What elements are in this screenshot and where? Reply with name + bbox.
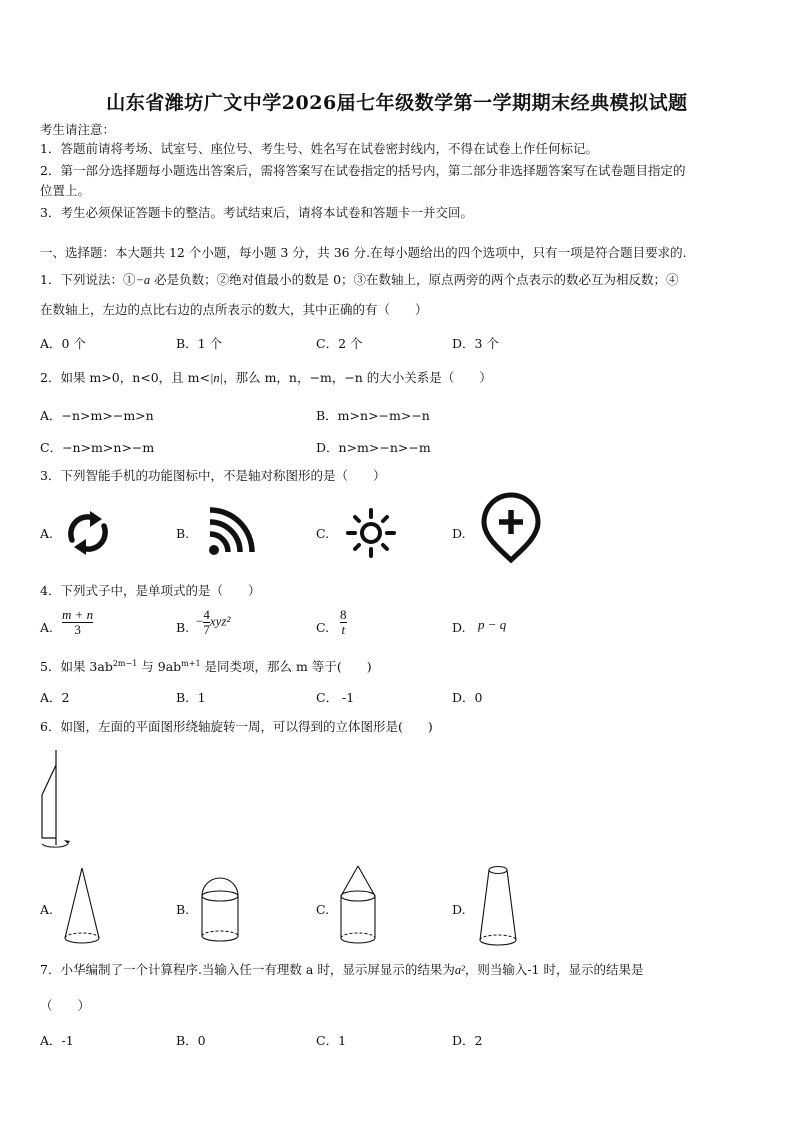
q2-text-a: 2．如果 m>0，n<0，且 m< xyxy=(40,370,210,385)
q6-option-d[interactable]: D. xyxy=(452,902,466,917)
q2-option-a[interactable]: A．−n>m>−m>n xyxy=(40,408,154,423)
q6-option-a[interactable]: A. xyxy=(40,902,54,917)
cylinder-with-hemisphere-figure xyxy=(198,874,242,944)
q2-abs-n: |n| xyxy=(209,371,224,385)
question-1-line-1 xyxy=(40,272,679,288)
question-3-stem: 3．下列智能手机的功能图标中，不是轴对称图形的是（ ） xyxy=(40,468,386,483)
q7-math: a² xyxy=(454,963,465,977)
q4-option-c-expr xyxy=(340,608,347,637)
q4-b-sign: − xyxy=(196,613,204,629)
q1-math: −a xyxy=(135,273,151,287)
q3-option-d[interactable]: D. xyxy=(452,526,466,541)
q4-option-d-expr: p − q xyxy=(478,617,507,632)
q6-option-b[interactable]: B. xyxy=(176,902,190,917)
q1-text-b: 必是负数；②绝对值最小的数是 0；③在数轴上，原点两旁的两个点表示的数必互为相反数；④ xyxy=(150,272,679,287)
q5-text-b: 与 9ab xyxy=(137,659,182,675)
q5-option-a[interactable]: A．2 xyxy=(40,690,70,705)
question-1-line-2: 在数轴上，左边的点比右边的点所表示的数大，其中正确的有（ ） xyxy=(40,302,428,317)
q6-option-c[interactable]: C. xyxy=(316,902,330,917)
notice-item-3: 3．考生必须保证答题卡的整洁。考试结束后，请将本试卷和答题卡一并交回。 xyxy=(40,205,473,220)
q7-option-a[interactable]: A．-1 xyxy=(40,1033,74,1048)
q7-text-a: 7．小华编制了一个计算程序.当输入任一有理数 a 时，显示屏显示的结果为 xyxy=(40,962,455,977)
refresh-icon xyxy=(62,510,114,556)
q5-option-c[interactable]: C． -1 xyxy=(316,690,355,705)
q3-option-c[interactable]: C. xyxy=(316,526,330,541)
q4-a-denominator: 3 xyxy=(74,622,81,637)
q7-text-b: ，则当输入-1 时，显示的结果是 xyxy=(464,962,644,977)
q4-b-tail: xyz² xyxy=(209,613,231,629)
q4-option-d-label[interactable]: D. xyxy=(452,620,466,635)
notice-item-2: 2．第一部分选择题每小题选出答案后，需将答案写在试卷指定的括号内，第二部分非选择题答案写在试卷题目指定的 xyxy=(40,163,686,178)
question-7-stem xyxy=(40,962,643,978)
page-title: 山东省潍坊广文中学2026届七年级数学第一学期期末经典模拟试题 xyxy=(106,92,688,114)
q4-option-b-label[interactable]: B. xyxy=(176,620,190,635)
q7-option-d[interactable]: D．2 xyxy=(452,1033,483,1048)
q5-option-b[interactable]: B．1 xyxy=(176,690,206,705)
q5-text-c: 是同类项，那么 m 等于( ) xyxy=(200,659,372,675)
q4-option-a-label[interactable]: A. xyxy=(40,620,54,635)
q5-option-d[interactable]: D．0 xyxy=(452,690,483,705)
q4-c-numerator: 8 xyxy=(340,607,347,622)
q5-exp-1: 2m−1 xyxy=(112,659,138,668)
q4-a-numerator: m + n xyxy=(62,607,94,622)
q1-text-a: 1．下列说法：① xyxy=(40,272,136,287)
question-5-stem xyxy=(40,656,372,675)
notice-item-1: 1．答题前请将考场、试室号、座位号、考生号、姓名写在试卷密封线内，不得在试卷上作任何标记。 xyxy=(40,141,598,156)
sun-brightness-icon xyxy=(346,508,396,558)
q5-exp-2: m+1 xyxy=(181,659,201,668)
q1-option-c[interactable]: C．2 个 xyxy=(316,336,363,351)
location-add-icon xyxy=(480,494,542,564)
q7-option-c[interactable]: C．1 xyxy=(316,1033,347,1048)
q7-option-b[interactable]: B．0 xyxy=(176,1033,206,1048)
question-2-stem xyxy=(40,370,492,386)
cone-figure xyxy=(62,866,102,948)
q2-text-b: ，那么 m，n，−m，−n 的大小关系是（ ） xyxy=(223,370,492,385)
section-heading: 一、选择题：本大题共 12 个小题，每小题 3 分，共 36 分.在每小题给出的四个选项中，只有一项是符合题目要求的. xyxy=(40,245,687,260)
notice-heading: 考生请注意： xyxy=(40,122,116,137)
question-6-stem: 6．如图，左面的平面图形绕轴旋转一周，可以得到的立体图形是( ) xyxy=(40,719,433,734)
q4-b-denominator: 7 xyxy=(203,622,210,637)
question-7-line-2: （ ） xyxy=(40,998,91,1013)
notice-item-2-cont: 位置上。 xyxy=(40,183,91,198)
question-4-stem: 4．下列式子中，是单项式的是（ ） xyxy=(40,583,261,598)
q4-option-c-label[interactable]: C. xyxy=(316,620,330,635)
q5-text-a: 5．如果 3ab xyxy=(40,659,113,675)
q1-option-a[interactable]: A．0 个 xyxy=(40,336,86,351)
q2-option-c[interactable]: C．−n>m>n>−m xyxy=(40,440,155,455)
q1-option-b[interactable]: B．1 个 xyxy=(176,336,223,351)
cylinder-with-cone-figure xyxy=(338,864,378,946)
q4-c-denominator: t xyxy=(341,622,346,637)
rotation-figure xyxy=(34,750,74,860)
q4-b-numerator: 4 xyxy=(203,607,210,622)
q4-option-b-expr xyxy=(196,608,230,637)
q2-option-b[interactable]: B．m>n>−m>−n xyxy=(316,408,430,423)
frustum-figure xyxy=(476,864,520,948)
q4-option-a-expr xyxy=(62,608,93,637)
q2-option-d[interactable]: D．n>m>−n>−m xyxy=(316,440,431,455)
q3-option-a[interactable]: A. xyxy=(40,526,54,541)
wifi-signal-icon xyxy=(206,508,254,558)
q3-option-b[interactable]: B. xyxy=(176,526,190,541)
q1-option-d[interactable]: D．3 个 xyxy=(452,336,499,351)
